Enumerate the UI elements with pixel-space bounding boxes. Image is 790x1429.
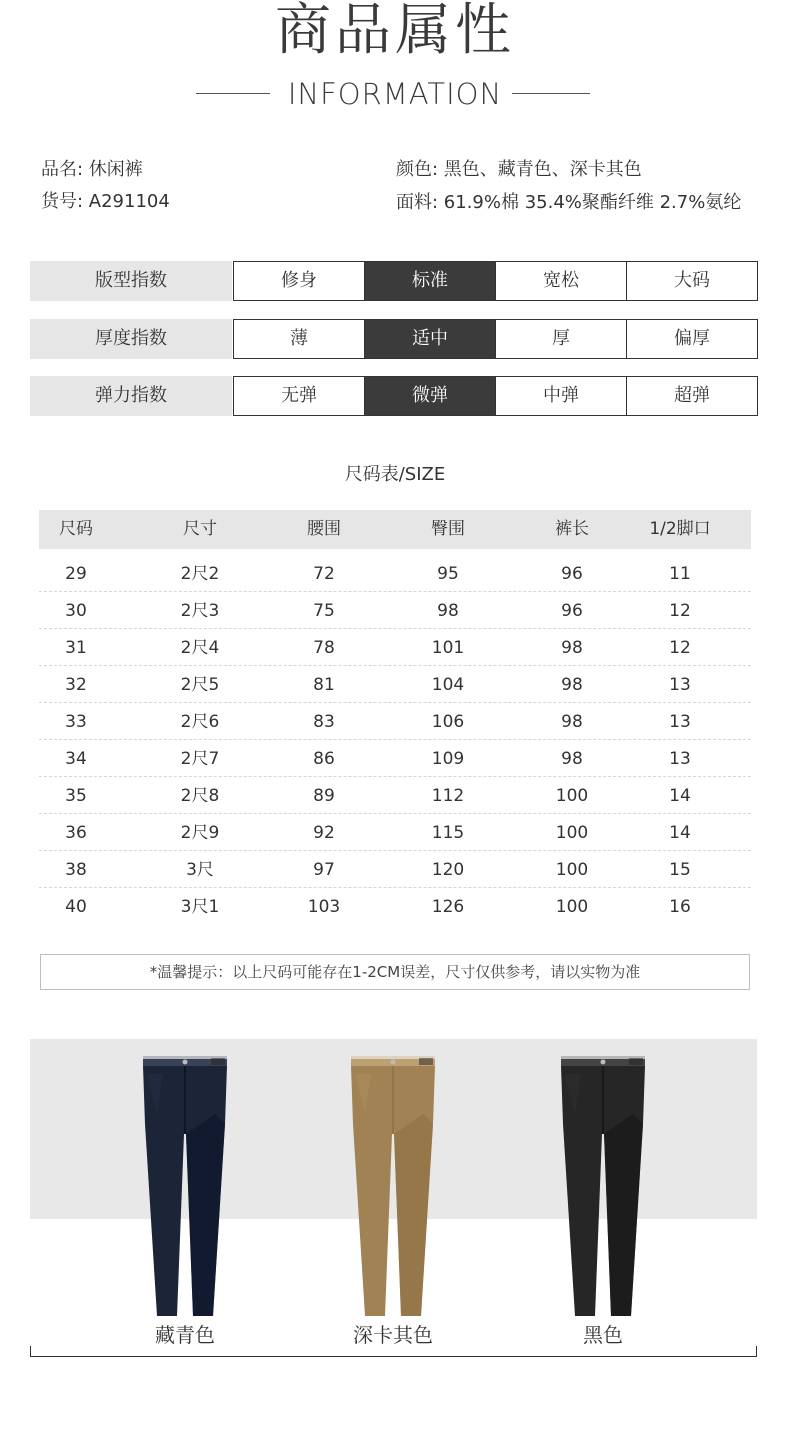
table-cell: 100 [555, 860, 589, 880]
table-cell: 38 [65, 860, 87, 880]
index-label: 弹力指数 [30, 376, 232, 416]
table-cell: 97 [313, 860, 335, 880]
table-header-cell: 臀围 [431, 519, 465, 539]
table-header-cell: 1/2脚口 [649, 519, 711, 539]
photo-bracket [30, 1346, 757, 1357]
size-table [39, 510, 751, 924]
table-row [39, 592, 751, 629]
table-cell: 34 [65, 749, 87, 769]
color-label: 深卡其色 [353, 1323, 433, 1347]
index-option: 标准 [364, 262, 495, 300]
product-fabric: 面料: 61.9%棉 35.4%聚酯纤维 2.7%氨纶 [396, 192, 742, 213]
table-cell: 89 [313, 786, 335, 806]
table-cell: 126 [431, 897, 465, 917]
table-cell: 2尺4 [180, 638, 220, 658]
table-cell: 98 [561, 712, 583, 732]
table-header-cell: 裤长 [555, 519, 589, 539]
table-cell: 31 [65, 638, 87, 658]
table-cell: 100 [555, 823, 589, 843]
pants-image [343, 1054, 443, 1318]
table-cell: 12 [669, 638, 691, 658]
table-row [39, 888, 751, 924]
page-subtitle: INFORMATION [287, 77, 503, 111]
table-cell: 98 [561, 638, 583, 658]
table-cell: 35 [65, 786, 87, 806]
table-cell: 11 [669, 564, 691, 584]
table-cell: 103 [307, 897, 341, 917]
index-option: 适中 [364, 320, 495, 358]
table-cell: 96 [561, 601, 583, 621]
table-cell: 36 [65, 823, 87, 843]
table-cell: 100 [555, 786, 589, 806]
table-cell: 75 [313, 601, 335, 621]
table-cell: 30 [65, 601, 87, 621]
color-label: 藏青色 [155, 1323, 215, 1347]
table-cell: 2尺8 [180, 786, 220, 806]
table-cell: 115 [431, 823, 465, 843]
table-cell: 95 [437, 564, 459, 584]
table-cell: 2尺6 [180, 712, 220, 732]
index-option: 微弹 [364, 377, 495, 415]
index-option: 厚 [495, 320, 626, 358]
product-color: 颜色: 黑色、藏青色、深卡其色 [396, 159, 642, 180]
index-options [233, 376, 758, 416]
table-cell: 106 [431, 712, 465, 732]
size-notice: *温馨提示：以上尺码可能存在1-2CM误差，尺寸仅供参考，请以实物为准 [40, 954, 750, 990]
index-label: 厚度指数 [30, 319, 232, 359]
table-header-cell: 尺码 [59, 519, 93, 539]
table-row [39, 851, 751, 888]
table-cell: 2尺3 [180, 601, 220, 621]
title-divider-right [512, 93, 590, 94]
table-cell: 15 [669, 860, 691, 880]
size-table-header [39, 510, 751, 549]
table-cell: 3尺1 [180, 897, 220, 917]
table-cell: 109 [431, 749, 465, 769]
pants-image [135, 1054, 235, 1318]
table-cell: 16 [669, 897, 691, 917]
table-cell: 98 [437, 601, 459, 621]
table-cell: 96 [561, 564, 583, 584]
table-cell: 12 [669, 601, 691, 621]
table-cell: 86 [313, 749, 335, 769]
table-row [39, 740, 751, 777]
color-label: 黑色 [583, 1323, 623, 1347]
table-cell: 92 [313, 823, 335, 843]
table-row [39, 703, 751, 740]
table-cell: 14 [669, 786, 691, 806]
size-table-title: 尺码表/SIZE [344, 464, 446, 485]
index-options [233, 261, 758, 301]
table-cell: 120 [431, 860, 465, 880]
table-cell: 104 [431, 675, 465, 695]
size-table-body [39, 555, 751, 924]
table-cell: 14 [669, 823, 691, 843]
table-cell: 78 [313, 638, 335, 658]
table-row [39, 814, 751, 851]
product-name: 品名: 休闲裤 [41, 159, 143, 180]
table-cell: 2尺9 [180, 823, 220, 843]
index-option: 大码 [626, 262, 757, 300]
table-cell: 100 [555, 897, 589, 917]
table-cell: 13 [669, 749, 691, 769]
table-cell: 83 [313, 712, 335, 732]
page-title: 商品属性 [275, 0, 515, 63]
index-option: 宽松 [495, 262, 626, 300]
index-option: 超弹 [626, 377, 757, 415]
table-cell: 3尺 [186, 860, 214, 880]
pants-image [553, 1054, 653, 1318]
table-cell: 98 [561, 675, 583, 695]
table-cell: 33 [65, 712, 87, 732]
table-cell: 13 [669, 712, 691, 732]
table-cell: 2尺7 [180, 749, 220, 769]
index-options [233, 319, 758, 359]
index-option: 修身 [281, 270, 317, 291]
table-cell: 98 [561, 749, 583, 769]
table-cell: 81 [313, 675, 335, 695]
table-header-cell: 腰围 [307, 519, 341, 539]
index-option: 无弹 [281, 385, 317, 406]
index-option: 薄 [290, 328, 308, 349]
table-cell: 101 [431, 638, 465, 658]
product-code: 货号: A291104 [41, 191, 170, 212]
index-option: 中弹 [495, 377, 626, 415]
table-cell: 29 [65, 564, 87, 584]
table-row [39, 777, 751, 814]
table-row [39, 629, 751, 666]
table-row [39, 555, 751, 592]
table-cell: 40 [65, 897, 87, 917]
index-label: 版型指数 [30, 261, 232, 301]
table-cell: 2尺2 [180, 564, 220, 584]
table-cell: 2尺5 [180, 675, 220, 695]
table-cell: 13 [669, 675, 691, 695]
table-cell: 72 [313, 564, 335, 584]
table-cell: 112 [431, 786, 465, 806]
index-option: 偏厚 [626, 320, 757, 358]
table-row [39, 666, 751, 703]
table-cell: 32 [65, 675, 87, 695]
table-header-cell: 尺寸 [183, 519, 217, 539]
